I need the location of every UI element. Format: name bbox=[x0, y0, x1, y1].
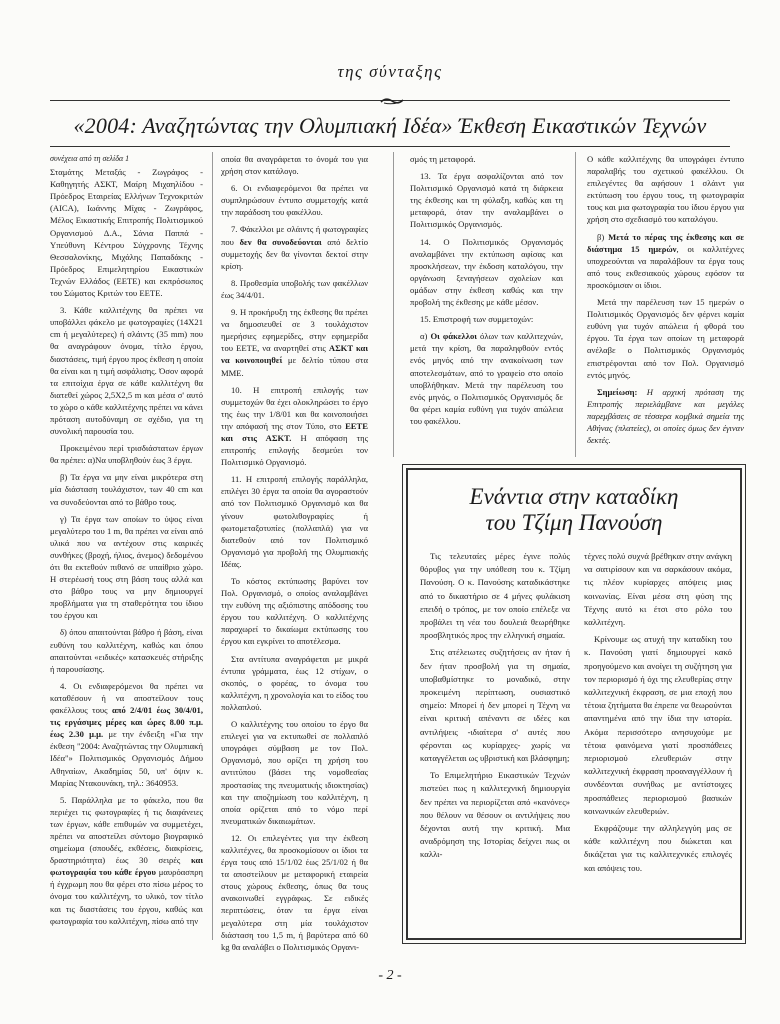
paragraph bbox=[221, 223, 368, 271]
paragraph: Ο κάθε καλλιτέχνης θα υπογράφει έντυπο παραλαβής του σχετικού φακέλλου. Οι επιλεγέντες θα αφήσουν 1 σλάιντ για εκτύπωση του έργου τους, τη φωτογραφία τους και μια φωτογραφία του ίδιου έργου για χρήση στο σχεδιασμό του καταλόγου. bbox=[587, 154, 744, 225]
paragraph: Εκφράζουμε την αλληλεγγύη μας σε κάθε καλλιτέχνη που διώκεται και δικάζεται για τις καλλιτεχνικές επιλογές και απόψεις του. bbox=[584, 823, 732, 873]
text-run: 5. Παράλληλα με το φάκελο, που θα περιέχει τις φωτογραφίες ή τις διαφάνειες των έργων, κάθε επιθυμών να συμμετέχει, πρέπει να αποστείλει σύντομο βιογραφικό σημείωμα (σπουδές, εκθέσεις, διακρίσεις, δραστηριότητα) έως 30 σειρές bbox=[50, 794, 203, 866]
paragraph: 8. Προθεσμία υποβολής των φακέλλων έως 34/4/01. bbox=[221, 277, 368, 300]
text-run: 10. Η επιτροπή επιλογής των συμμετοχών θα έχει ολοκληρώσει το έργο της έως την 1/8/01 και θα κοινοποιήσει την απόφασή της στον Τύπο, στο bbox=[221, 384, 368, 431]
paragraph: τέχνες πολύ συχνά βρέθηκαν στην ανάγκη να σατιρίσουν και να σαρκάσουν ακόμα, τις πλέον κυρίαρχες απόψεις μιας κοινωνίας. Είναι μέσα στη φύση της Τέχνης αυτό κι έτσι στο ρόλο του καλλιτέχνη. bbox=[584, 551, 732, 628]
note-text: Η αρχική πρόταση της Επιτροπής περιελάμβανε και μεγάλες παρεμβάσεις σε τέσσερα κομβικά σημεία της Αθήνας (πλατείες), οι οποίες όμως δεν έγιναν δεκτές. bbox=[587, 386, 744, 446]
flourish-ornament-icon bbox=[380, 95, 404, 111]
paragraph bbox=[221, 384, 368, 469]
paragraph: 11. Η επιτροπή επιλογής παράλληλα, επιλέγει 30 έργα τα οποία θα αγοραστούν από τον Πολιτισμικό Οργανισμό και θα γίνουν φωτολιθογραφίες ή φωτομεταξοτυπίες (πολλαπλά) για να διατεθούν από τον Πολιτισμικό Οργανισμό για προβολή της Ολυμπιακής Ιδέας. bbox=[221, 474, 368, 569]
paragraph: Το Επιμελητήριο Εικαστικών Τεχνών πιστεύει πως η καλλιτεχνική δημιουργία δεν πρέπει να περιορίζεται από «κανόνες» που θέλουν να θέσουν οι αντιλήψεις που δέχονται αυτή την κριτική. Μια αναδρόμηση της Ιστορίας δείχνει πως οι καλλι- bbox=[420, 770, 570, 860]
paragraph: 14. Ο Πολιτισμικός Οργανισμός αναλαμβάνει την εκτύπωση αφίσας και προσκλήσεων, την έκδοση καταλόγου, την οργάνωση ξεναγήσεων σχολείων και ομάδων στην έκθεση καθώς και την προβολή της έκθεσης με κάθε μέσον. bbox=[410, 236, 563, 308]
bold-text: Μετά το πέρας της έκθεσης και σε διάστημα 15 ημερών bbox=[587, 231, 744, 254]
text-run: με δελτίο τύπου στα ΜΜΕ. bbox=[221, 355, 368, 378]
paragraph bbox=[587, 231, 744, 291]
text-run: όλων των καλλιτεχνών, μετά την κρίση, θα παραληφθούν εντός ενός μηνός από την ανακοίνωση των αποτελεσμάτων, από το γραφείο στο οποίο υποβλήθηκαν. Μετά την παρέλευση του ενός μηνός, ο Πολιτισμικός Οργανισμός δε θα φέρει καμία ευθύνη για τυχόν απώλεια του φακέλλου. bbox=[410, 331, 563, 426]
article-column-1 bbox=[50, 153, 203, 932]
paragraph bbox=[50, 680, 203, 789]
box-title-line: του Τζίμη Πανούση bbox=[485, 510, 663, 535]
column-divider bbox=[393, 152, 394, 457]
paragraph: γ) Τα έργα των οποίων το ύψος είναι μεγαλύτερο του 1 m, θα πρέπει να είναι από υλικά που να αντέχουν στις καιρικές συνθήκες (βροχή, ήλιος, άνεμος) δεδομένου ότι θα εκτεθούν πιθανό σε υπαίθριο χώρο. Η στερέωσή τους στη βάση τους αλλά και στο βάθρο τους να μην δημιουργεί προβλήματα για τη σταθερότητα του ίδιου του έργου και bbox=[50, 513, 203, 621]
paragraph: Σταμάτης Μεταξάς - Ζωγράφος - Καθηγητής ΑΣΚΤ, Μαίρη Μιχαηλίδου - Πρόεδρος Εταιρείας Ελλήνων Τεχνοκριτών (AICA), Ιωάννης Μίχας - Ζωγράφος, Μέλος Εικαστικής Επιτροπής Πολιτισμικού Οργανισμού Δ.Α., Σάνια Παππά - Υπεύθυνη Κέντρου Σύγχρονης Τέχνης Θεσσαλονίκης, Μιχάλης Παπαδάκης - Πρόεδρος Επιμελητηρίου Εικαστικών Τεχνών Ελλάδος (ΕΕΤΕ) και εκπρόσωπος του Σώματος Κριτών του ΕΕΤΕ. bbox=[50, 167, 203, 299]
text-run: με την ένδειξη «Για την έκθεση "2004: Αναζητώντας την Ολυμπιακή Ιδέα"» Πολιτισμικός Οργανισμός Δήμου Αθηναίων, Ακαδημίας 50, υπ' όψιν κ. Μαρίας Ντακουνάκη, τηλ.: 3640953. bbox=[50, 729, 203, 788]
paragraph bbox=[410, 330, 563, 427]
page-number: - 2 - bbox=[378, 968, 402, 983]
boxed-article bbox=[406, 468, 742, 940]
paragraph: Ο καλλιτέχνης του οποίου το έργο θα επιλεγεί για να εκτυπωθεί σε πολλαπλό υπογράφει σύμβαση με τον Πολ. Οργανισμό, που ορίζει τη χρήση του αντιτύπου (βάσει της νομοθεσίας προστασίας της πνευματικής ιδιοκτησίας) και την αποζημίωση του καλλιτέχνη, η οποία ορίζεται από το νόμο περί πνευματικών δικαιωμάτων. bbox=[221, 719, 368, 826]
bold-text: ΑΣΚΤ και να κοινοποιηθεί bbox=[221, 343, 368, 366]
paragraph: Τις τελευταίες μέρες έγινε πολύς θόρυβος για την υπόθεση του κ. Τζίμη Πανούση. Ο κ. Πανούσης καταδικάστηκε από το δικαστήριο σε 4 μήνες φυλάκιση επειδή ο τρόπος, με τον οποίο επέλεξε να προβάλει τη νέα του δουλειά θεωρήθηκε προσβλητικός προς την ελληνική σημαία. bbox=[420, 551, 570, 641]
paragraph bbox=[221, 306, 368, 379]
text-run: 4. Οι ενδιαφερόμενοι θα πρέπει να καταθέσουν ή να αποστείλουν τους φακέλλους τους bbox=[50, 680, 203, 716]
box-title-line: Ενάντια στην καταδίκη bbox=[469, 484, 679, 509]
paragraph bbox=[50, 794, 203, 927]
bold-text: Οι φάκελλοι bbox=[430, 331, 477, 342]
paragraph: 13. Τα έργα ασφαλίζονται από τον Πολιτισμικό Οργανισμό κατά τη διάρκεια της έκθεσης και τη φύλαξη, καθώς και τη μεταφορά, όταν την αναλαμβάνει ο Πολιτισμικός Οργανισμός. bbox=[410, 171, 563, 230]
text-run: β) bbox=[597, 231, 609, 242]
continued-note: συνέχεια από τη σελίδα 1 bbox=[50, 154, 130, 163]
paragraph: 15. Επιστροφή των συμμετοχών: bbox=[420, 314, 534, 325]
text-run: , οι καλλιτέχνες υποχρεούνται να παραλάβουν τα έργα τους από τους εκθεσιακούς χώρους εφόσον τα προσκόμισαν οι ίδιοι. bbox=[587, 243, 744, 290]
text-run: 9. Η προκήρυξη της έκθεσης θα πρέπει να δημοσιευθεί σε 3 τουλάχιστον ημερήσιες εφημερίδες, στην εφημερίδα του ΕΕΤΕ, να αναρτηθεί στις bbox=[221, 307, 368, 354]
paragraph: Προκειμένου περί τρισδιάστατων έργων θα πρέπει: α)Να υποβληθούν έως 3 έργα. bbox=[50, 443, 203, 466]
paragraph: Στα αντίτυπα αναγράφεται με μικρά έντυπα γράμματα, έως 12 στίχων, ο σκοπός, ο φορέας, το όνομα του καλλιτέχνη, η χρονολογία και το είδος του πολλαπλού. bbox=[221, 653, 368, 712]
bold-text: και φωτογραφία του κάθε έργου bbox=[50, 855, 203, 878]
paragraph: Στις ατέλειωτες συζητήσεις αν ήταν ή δεν ήταν προσβολή για τη σημαία, υποβαθμίστηκε το μοναδικό, στην προκειμένη περίπτωση, ουσιαστικό σημείο: Μπορεί ή δεν μπορεί η Τέχνη να είναι κριτική απέναντι σε ιδέες και αντιλήψεις -ιδιαίτερα σ' αυτές που φέρονται ως κυρίαρχες- χωρίς να καταγγέλεται ως υβριστική και βλάσφημη; bbox=[420, 647, 570, 764]
paragraph: 12. Οι επιλεγέντες για την έκθεση καλλιτέχνες, θα προσκομίσουν οι ίδιοι τα έργα τους από 15/1/02 έως 25/1/02 ή θα τα αποστείλουν με μεταφορική εταιρεία στους χώρους έκθεσης, όπως θα τους ανακοινωθεί εγγράφως. Σε ειδικές περιπτώσεις, όταν τα έργα είναι μεγαλύτερα στη μία τουλάχιστον διάσταση του 1,5 m, ή βαρύτερα από 60 kg θα αναλάβει ο Πολιτισμικός Οργανι- bbox=[221, 832, 368, 952]
headline-rule bbox=[50, 146, 730, 147]
article-column-3 bbox=[410, 153, 563, 432]
paragraph: σμός τη μεταφορά. bbox=[410, 154, 476, 164]
note-label: Σημείωση: bbox=[597, 386, 638, 397]
text-run: από δελτίο συμμετοχής δεν θα γίνονται δεκτοί στην κρίση. bbox=[221, 236, 368, 271]
paragraph bbox=[587, 386, 744, 446]
article-column-2 bbox=[221, 153, 368, 958]
headline: «2004: Αναζητώντας την Ολυμπιακή Ιδέα» Έκθεση Εικαστικών Τεχνών bbox=[73, 113, 707, 138]
column-divider bbox=[575, 152, 576, 457]
paragraph: 6. Οι ενδιαφερόμενοι θα πρέπει να συμπληρώσουν έντυπο συμμετοχής κατά την παράδοση του φακέλλου. bbox=[221, 183, 368, 218]
paragraph: δ) όπου απαιτούνται βάθρο ή βάση, είναι ευθύνη του καλλιτέχνη, καθώς και όπου απαιτούνται «ειδικές» κατασκευές στήριξης ή παρουσίασης. bbox=[50, 627, 203, 674]
bold-text: από 2/4/01 έως 30/4/01, τις εργάσιμες μέρες και ώρες 8.00 π.μ. έως 2.30 μ.μ. bbox=[50, 705, 203, 740]
text-run: α) bbox=[420, 331, 431, 342]
article-column-4 bbox=[587, 153, 744, 451]
paragraph: οποία θα αναγράφεται το όνομά του για χρήση στον κατάλογο. bbox=[221, 154, 368, 177]
paragraph: Το κόστος εκτύπωσης βαρύνει τον Πολ. Οργανισμό, ο οποίος αναλαμβάνει την ευθύνη της αξιόπιστης απόδοσης του έργου του καλλιτέχνη. Ο καλλιτέχνης παραχωρεί το δικαίωμα εκτύπωσης του έργου και εγκρίνει το αποτέλεσμα. bbox=[221, 576, 368, 647]
bold-text: ΕΕΤΕ και στις ΑΣΚΤ. bbox=[221, 420, 368, 443]
text-run: μαυρόασπρη ή έγχρωμη που θα φέρει στο πίσω μέρος το όνομα του καλλιτέχνη, το υλικό, τον τίτλο και τις διαστάσεις του έργου, καθώς και φωτογραφία του καλλιτέχνη, πίσω από την bbox=[50, 867, 203, 926]
box-column-right bbox=[584, 550, 732, 879]
box-title bbox=[408, 484, 740, 536]
text-run: 7. Φάκελλοι με σλάιντς ή φωτογραφίες που bbox=[221, 224, 368, 247]
paragraph: Μετά την παρέλευση των 15 ημερών ο Πολιτισμικός Οργανισμός δεν φέρνει καμία ευθύνη για τυχόν απώλεια ή φθορά του έργου. Τα έργα των οποίων τη μεταφορά ανέλαβε ο Πολιτισμικός Οργανισμός επιστρέφονται από τον Πολ. Οργανισμό εντός μηνός. bbox=[587, 297, 744, 380]
section-label: της σύνταξης bbox=[337, 62, 443, 81]
paragraph: Κρίνουμε ως ατυχή την καταδίκη του κ. Πανούση γιατί δημιουργεί κακό προηγούμενο και ανοίγει τη συζήτηση για τον περιορισμό ή όχι της ελευθερίας στην καλλιτεχνική έκφραση, σε μια εποχή που τέτοια ζητήματα θα έπρεπε να θεωρούνται απαντημένα από την ίδια την ιστορία. Ακόμα περισσότερο ανησυχούμε με τέτοια φαινόμενα γιατί προσπάθειες περιορισμού ελευθεριών στην καλλιτεχνική έκφραση προαναγγέλλουν ή συνδέονται συνήθως με αντίστοιχες προσπάθειες περιορισμού βασικών κοινωνικών ελευθεριών. bbox=[584, 634, 732, 816]
paragraph: β) Τα έργα να μην είναι μικρότερα στη μία διάσταση τουλάχιστον, των 40 cm και να συνοδεύονται από το βάθρο τους. bbox=[50, 472, 203, 507]
box-column-left bbox=[420, 550, 570, 866]
paragraph: 3. Κάθε καλλιτέχνης θα πρέπει να υποβάλλει φάκελο με φωτογραφίες (14Χ21 cm ή μεγαλύτερες) ή σλάιντς (35 mm) που θα αναγράφουν όνομα, τίτλο έργου, διαστάσεις, τιμή έργου προς έκθεση η οποία θα είναι και η τιμή ασφάλισης. Όσον αφορά τα επιτοίχια έργα σε κάθε καλλιτέχνη θα διατεθεί χώρος 2,5Χ2,5 m και μέσα σ' αυτό το χώρο ο κάθε καλλιτέχνης πρέπει να κάνει πρόταση αυτοδύναμη σε σχέδιο, για τη συνολική παρουσία του. bbox=[50, 305, 203, 437]
text-run: Η απόφαση της επιτροπής επιλογής δεσμεύει τον Πολιτισμικό Οργανισμό. bbox=[221, 432, 369, 468]
bold-text: δεν θα συνοδεύονται bbox=[239, 236, 322, 247]
column-divider bbox=[212, 152, 213, 940]
